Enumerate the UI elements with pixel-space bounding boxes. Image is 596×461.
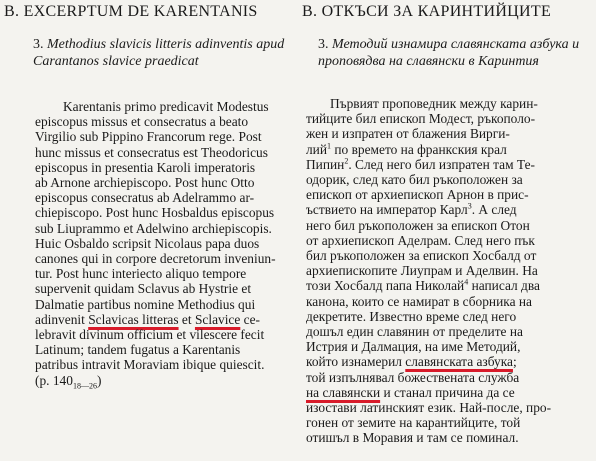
- footnote-marker: 3: [467, 201, 472, 211]
- bulgarian-line: одорик, след като бил ръкоположен за: [306, 172, 523, 188]
- footnote-marker: 2: [344, 156, 349, 166]
- bulgarian-text-fragment: по времето на франкския крал: [331, 141, 507, 157]
- column-divider: [300, 0, 301, 461]
- bulgarian-section-heading: В. ОТКЪСИ ЗА КАРИНТИЙЦИТЕ: [302, 3, 552, 20]
- bulgarian-line: [306, 278, 594, 293]
- bulgarian-line: отишъл в Моравия и там се поминал.: [306, 430, 519, 446]
- bulgarian-text-fragment: и станал причина да се: [380, 384, 515, 400]
- bulgarian-line: [306, 385, 594, 400]
- latin-text-fragment: adinvenit: [35, 311, 85, 327]
- highlight-na-slavyanski: на славянски: [306, 384, 381, 400]
- latin-subtitle: [33, 36, 297, 70]
- bulgarian-line: [306, 202, 594, 217]
- page-reference: [35, 373, 297, 394]
- reference-text: (p. 140: [35, 372, 73, 388]
- bulgarian-line: той изпълнявал божествената служба: [306, 369, 520, 385]
- latin-section-heading: B. EXCERPTUM DE KARENTANIS: [4, 3, 258, 20]
- latin-line: supervenit quidam Sclavus ab Hystrie et: [35, 281, 252, 297]
- latin-subtitle-text: Methodius slavicis litteris adinventis apud Carantanos slavice praedicat: [33, 37, 285, 69]
- bulgarian-line: канона, които се намират в сборника на: [306, 293, 532, 309]
- latin-line: Virgilio sub Pippino Francorum rege. Post: [35, 129, 262, 145]
- highlight-sclavice: Sclavice: [194, 311, 241, 327]
- bulgarian-text-fragment: ъствието на император Карл: [306, 202, 468, 218]
- latin-line: ab Arnone archiepiscopo. Post hunc Otto: [35, 175, 255, 191]
- reference-close: ): [96, 372, 102, 388]
- latin-line: [35, 312, 297, 327]
- latin-line: hunc missus et consecratus est Theodoricus: [35, 144, 268, 160]
- bulgarian-line: гонен от земите на карантийците, той: [306, 415, 521, 431]
- latin-line: tur. Post hunc interiecto aliquo tempore: [35, 266, 247, 282]
- bulgarian-text-fragment: . А след: [471, 202, 517, 218]
- latin-line: Latinum; tandem fugatus a Karentanis: [35, 342, 241, 358]
- latin-line: canones qui in corpore decretorum inveniun-: [35, 251, 276, 267]
- footnote-marker: 1: [327, 141, 332, 151]
- latin-line: patribus intravit Moraviam ibique quiescit.: [35, 357, 265, 373]
- bulgarian-line: жен и изпратен от блажения Вирги-: [306, 126, 510, 142]
- bulgarian-line: изостави латинският език. Най-после, про-: [306, 400, 552, 416]
- bulgarian-line: [306, 142, 594, 157]
- bulgarian-text-fragment: написал два: [468, 278, 540, 294]
- bulgarian-text-fragment: Пипин: [306, 156, 345, 172]
- latin-line: chiepiscopo. Post hunc Hosbaldus episcopus: [35, 205, 275, 221]
- bulgarian-line: от архиепископ Аделрам. След него пък: [306, 232, 535, 248]
- bulgarian-text-fragment: лий: [306, 141, 328, 157]
- latin-line: Dalmatie partibus nomine Methodius qui: [35, 296, 256, 312]
- latin-text-fragment: ce-: [243, 311, 261, 327]
- highlight-slavyanskata-azbuka: славянската азбука: [405, 354, 513, 370]
- bulgarian-line: декретите. Известно време след него: [306, 308, 517, 324]
- bulgarian-line: него бил ръкоположен за епископ Отон: [306, 217, 530, 233]
- bulgarian-text-fragment: . След него бил изпратен там Те-: [348, 156, 535, 172]
- bulgarian-line: Първият проповедник между карин-: [330, 96, 538, 111]
- latin-line: Karentanis primo predicavit Modestus: [63, 99, 269, 114]
- bulgarian-line: епископ от архиепископ Арнон в прис-: [306, 187, 529, 203]
- bulgarian-body: [306, 96, 594, 446]
- latin-line: lebravit divinum officium et vilescere fecit: [35, 327, 265, 343]
- footnote-marker: 4: [464, 277, 469, 287]
- latin-line: episcopus missus et consecratus a beato: [35, 114, 249, 130]
- bulgarian-text-fragment: ;: [512, 354, 517, 370]
- latin-line: sub Liuprammo et Adelwino archiepiscopis.: [35, 220, 272, 236]
- bulgarian-text-fragment: който изнамерил: [306, 354, 402, 370]
- bulgarian-line: [306, 354, 594, 369]
- highlight-sclavicas-litteras: Sclavicas litteras: [88, 311, 179, 327]
- latin-subtitle-number: 3.: [33, 37, 44, 52]
- reference-lines: 18—26: [72, 381, 97, 391]
- bulgarian-line: архиепископите Лиупрам и Аделвин. На: [306, 263, 538, 279]
- bulgarian-subtitle-number: 3.: [318, 37, 329, 52]
- latin-body: [35, 99, 297, 394]
- bulgarian-subtitle: [318, 36, 594, 70]
- latin-line: episcopus in presentia Karoli imperatoris: [35, 159, 256, 175]
- bulgarian-line: дошъл един славянин от пределите на: [306, 324, 523, 340]
- bulgarian-line: тийците бил епископ Модест, ръкополо-: [306, 111, 536, 127]
- bulgarian-line: бил ръкоположен за епископ Хосбалд от: [306, 248, 537, 264]
- latin-line: episcopus consecratus ab Adelrammo ar-: [35, 190, 255, 206]
- latin-line: Huic Osbaldo scripsit Nicolaus papa duos: [35, 235, 260, 251]
- bulgarian-subtitle-text: Методий изнамира славянската азбука и проповядва на славянски в Каринтия: [318, 37, 580, 69]
- latin-text-fragment: et: [181, 311, 192, 327]
- bulgarian-text-fragment: този Хосбалд папа Николай: [306, 278, 465, 294]
- bulgarian-line: Истрия и Далмация, на име Методий,: [306, 339, 521, 355]
- bulgarian-line: [306, 157, 594, 172]
